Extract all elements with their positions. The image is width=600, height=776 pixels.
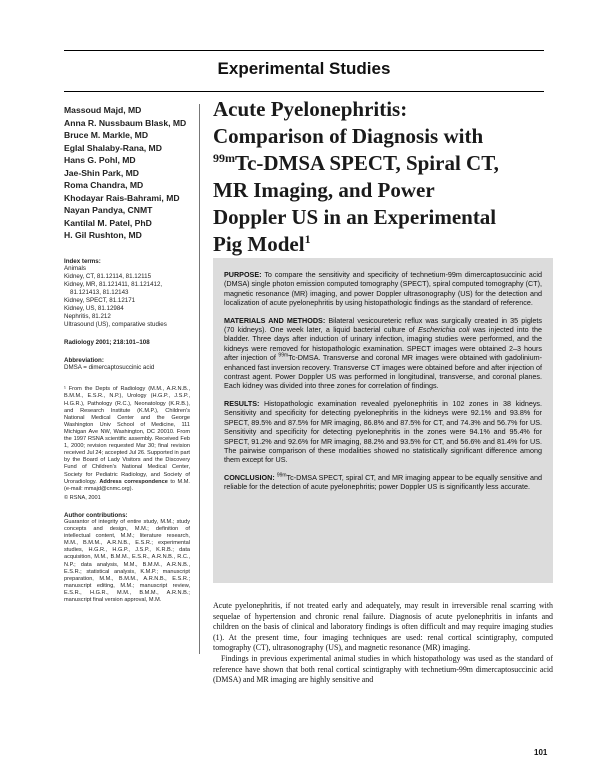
results-text: Histopathologic examination revealed pyelonephritis in 102 zones in 38 kidneys. Sensitivity and specificity for detecting pyelonephritis in the kidneys were 92.1% and 93.8% for SPECT, 89.5% and 87.5% for MR imaging, 86.8% and 87.5% for CT, and 74.3% and 56.7% for US. Sensitivity and specificity for detecting pyelonephritis in the zones were 94.1% and 95.4% for SPECT, 91.2% and 92.6% for MR imaging, 88.2% and 93.5% for CT, and 56.6% and 81.4% for US. The pairwise comparison of these modalities showed no statistically significant difference among them except for US. [224, 398, 542, 465]
correspondence-label: Address correspondence [99, 478, 168, 485]
methods-organism: Escherichia coli [418, 325, 470, 335]
author: Nayan Pandya, CNMT [64, 205, 153, 215]
title-line [213, 231, 553, 258]
article-title [213, 96, 553, 258]
index-term: Kidney, MR, 81.121411, 81.121412, [64, 281, 163, 289]
abstract-content [224, 270, 542, 500]
methods-superscript: 99m [278, 352, 289, 359]
author: Khodayar Rais-Bahrami, MD [64, 192, 180, 203]
body-paragraph: Acute pyelonephritis, if not treated early and adequately, may result in irreversible renal scarring with sequelae of hypertension and chronic renal failure. Diagnosis of acute pyelonephritis in infants and children on the basis of clinical and laboratory findings is often difficult and may require imaging studies (1). At the present time, four imaging techniques are used: renal cortical scintigraphy, computed tomography (CT), ultrasonography (US), and magnetic resonance (MR) imaging. [213, 601, 553, 653]
title-line: Doppler US in an Experimental [213, 205, 497, 229]
title-superscript: 99m [213, 151, 235, 165]
author-list [64, 104, 190, 242]
title-line-text: Tc-DMSA SPECT, Spiral CT, [235, 151, 499, 175]
abbreviation-text: DMSA = dimercaptosuccinic acid [64, 364, 155, 372]
body-text [213, 601, 553, 686]
index-terms [64, 258, 190, 329]
index-terms-label: Index terms: [64, 257, 101, 265]
author: Hans G. Pohl, MD [64, 155, 136, 165]
author: Kantilal M. Patel, PhD [64, 217, 152, 228]
correspondence-text: to M.M. (e-mail: mmajd@cnmc.org). [64, 478, 190, 492]
title-footnote-mark: 1 [304, 232, 311, 246]
author: Anna R. Nussbaum Blask, MD [64, 117, 187, 128]
author-contributions [64, 512, 190, 604]
index-term: Kidney, US, 81.12984 [64, 304, 124, 312]
conclusion-text: Tc-DMSA SPECT, spiral CT, and MR imaging appear to be equally sensitive and reliable for the detection of acute pyelonephritis; power Doppler US is significantly less accurate. [224, 472, 542, 492]
section-title: Experimental Studies [217, 59, 391, 78]
author: Eglal Shalaby-Rana, MD [64, 142, 162, 153]
methods-text: Tc-DMSA. Transverse and coronal MR images were obtained with gadolinium-enhanced fast inversion recovery. Transverse CT images were obtained before and after injection of contrast agent. Power Doppler US was performed in longitudinal, transverse, and coronal planes. Each kidney was divided into three zones for correlation of findings. [224, 353, 543, 391]
author: Massoud Majd, MD [64, 105, 142, 115]
abstract-purpose [224, 270, 542, 308]
index-term: Ultrasound (US), comparative studies [64, 320, 167, 328]
column-divider [199, 104, 200, 654]
title-line: Acute Pyelonephritis: [213, 97, 408, 121]
index-term: Kidney, SPECT, 81.12171 [64, 297, 136, 305]
abstract-methods [224, 316, 542, 391]
copyright: © RSNA, 2001 [64, 494, 101, 501]
index-term: 81.121413, 81.12143 [70, 289, 129, 297]
author: Roma Chandra, MD [64, 180, 144, 190]
abbreviation-label: Abbreviation: [64, 356, 104, 364]
abstract-conclusion [224, 473, 542, 492]
purpose-text: To compare the sensitivity and specificity of technetium-99m dimercaptosuccinic acid (DMSA) single photon emission computed tomography (SPECT), spiral computed tomography (CT), magnetic resonance (MR) imaging, and power Doppler ultrasonography (US) for the detection and localization of acute pyelonephritis by using histopathologic findings as the standard of reference. [224, 270, 542, 308]
body-paragraph: Findings in previous experimental animal studies in which histopathology was used as the standard of reference have shown that both renal cortical scintigraphy with technetium-99m dimercaptosuccinic acid (DMSA) and MR imaging are highly sensitive and [213, 653, 553, 685]
contributions-text: Guarantor of integrity of entire study, M.M.; study concepts and design, M.M.; definition of intellectual content, M.M.; literature research, M.M., B.M.M., A.R.N.B., E.S.R.; experimental studies, H.G.R., H.G.P., J.S.P., K.R.B.; data acquisition, M.M., B.M.M., E.S.R., A.R.N.B., R.C., N.P.; data analysis, M.M., B.M.M., A.R.N.B., E.S.R.; statistical analysis, K.M.P.; manuscript preparation, M.M., B.M.M., A.R.N.B., E.S.R.; manuscript editing, M.M.; manuscript review, E.S.R., H.G.R., M.M., B.M.M., A.R.N.B.; manuscript final version approval, M.M. [64, 518, 190, 603]
author: Jae-Shin Park, MD [64, 167, 139, 178]
left-sidebar [64, 104, 190, 604]
author: H. Gil Rushton, MD [64, 230, 142, 240]
title-line: MR Imaging, and Power [213, 178, 435, 202]
index-term: Kidney, CT, 81.12114, 81.12115 [64, 273, 152, 281]
page-number: 101 [534, 748, 548, 757]
purpose-label: PURPOSE: [224, 270, 262, 279]
abstract-box [213, 258, 553, 583]
author: Bruce M. Markle, MD [64, 130, 149, 140]
citation-text: Radiology 2001; 218:101–108 [64, 338, 150, 346]
abbreviation [64, 357, 190, 373]
contributions-label: Author contributions: [64, 511, 128, 519]
methods-text: Bilateral vesicoureteric reflux was surgically created in 35 piglets (70 kidneys). One week later, a liquid bacterial culture of [224, 315, 542, 335]
conclusion-label: CONCLUSION: [224, 472, 275, 482]
conclusion-superscript: 99m [276, 472, 287, 479]
results-label: RESULTS: [224, 398, 260, 408]
abstract-results [224, 399, 542, 465]
title-line: Comparison of Diagnosis with [213, 124, 484, 148]
methods-label: MATERIALS AND METHODS: [224, 315, 326, 325]
index-term: Animals [64, 265, 87, 273]
affiliation-text: ¹ From the Depts of Radiology (M.M., A.R.N.B., B.M.M., E.S.R., N.P.), Urology (H.G.P., J.S.P., H.G.R.), Pathology (R.C.), Neonatology (K.R.B.), and Research Institute (K.M.P.), Children's National Medical Center and the George Washington Univ School of Medicine, 111 Michigan Ave NW, Washington, DC 20010. From the 1997 RSNA scientific assembly. Received Feb 1, 2000; revision requested Mar 30; final revision received Jul 24; accepted Jul 26. Supported in part by the Board of Lady Visitors and the Discovery Fund of Children's National Medical Center, Society for Pediatric Radiology, and Society of Uroradiology. [64, 386, 190, 485]
index-term: Nephritis, 81.212 [64, 312, 111, 320]
section-header [64, 50, 544, 92]
affiliation [64, 386, 190, 502]
title-line [213, 150, 553, 177]
title-line-text: Pig Model [213, 232, 305, 256]
citation [64, 339, 190, 347]
methods-text: was injected into the bladder. Three days after induction of urinary infection, imaging studies were performed, and the kidneys were removed for histopathologic examination. SPECT images were obtained 2–3 hours after injection of [224, 325, 542, 363]
